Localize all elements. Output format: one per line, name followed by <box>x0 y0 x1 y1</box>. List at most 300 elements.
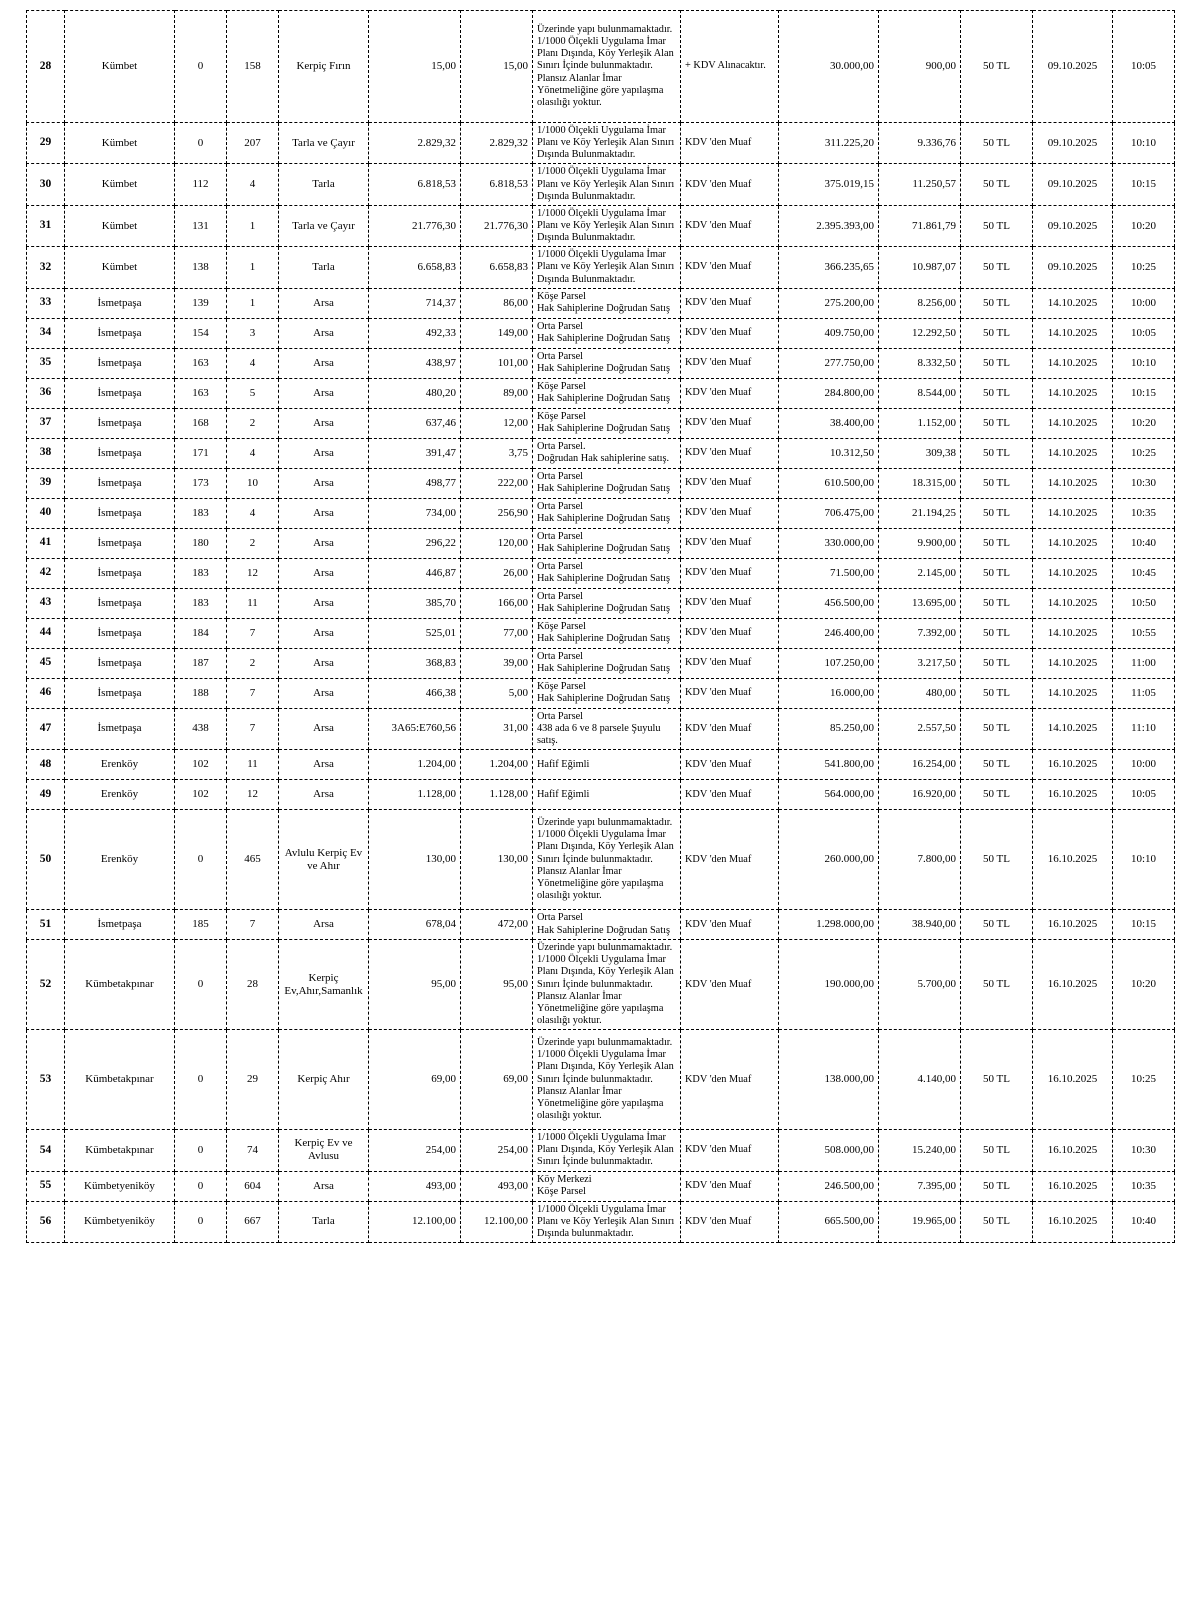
kdv-durumu: KDV 'den Muaf <box>681 164 779 205</box>
aciklama: Orta Parsel 438 ada 6 ve 8 parsele Şuyulu satış. <box>533 708 681 749</box>
ihale-tarihi: 09.10.2025 <box>1033 164 1113 205</box>
village-name: İsmetpaşa <box>65 318 175 348</box>
parsel-number: 7 <box>227 678 279 708</box>
satis-alani: 95,00 <box>461 940 533 1030</box>
aciklama: Üzerinde yapı bulunmamaktadır. 1/1000 Ölçekli Uygulama İmar Planı Dışında, Köy Yerleşik Alan Sınırı İçinde bulunmaktadır. Plansız Alanlar İmar Yönetmeliğine göre yapılaşma olasılığı yoktur. <box>533 810 681 910</box>
muhammen-bedel: 508.000,00 <box>779 1130 879 1171</box>
yuzolcum: 15,00 <box>369 11 461 123</box>
row-number: 42 <box>27 558 65 588</box>
ihale-tarihi: 14.10.2025 <box>1033 678 1113 708</box>
gecici-teminat: 16.920,00 <box>879 780 961 810</box>
yuzolcum: 6.658,83 <box>369 247 461 288</box>
ihale-saati: 10:15 <box>1113 910 1175 940</box>
yuzolcum: 438,97 <box>369 348 461 378</box>
ada-number: 112 <box>175 164 227 205</box>
table-row <box>27 708 1175 749</box>
row-number: 39 <box>27 468 65 498</box>
satis-alani: 12,00 <box>461 408 533 438</box>
ada-number: 438 <box>175 708 227 749</box>
ihale-tarihi: 09.10.2025 <box>1033 205 1113 246</box>
ada-number: 139 <box>175 288 227 318</box>
gecici-teminat: 8.256,00 <box>879 288 961 318</box>
ihale-saati: 10:30 <box>1113 468 1175 498</box>
village-name: İsmetpaşa <box>65 348 175 378</box>
muhammen-bedel: 706.475,00 <box>779 498 879 528</box>
ihale-saati: 10:20 <box>1113 408 1175 438</box>
ihale-tarihi: 16.10.2025 <box>1033 1030 1113 1130</box>
village-name: İsmetpaşa <box>65 648 175 678</box>
satis-alani: 2.829,32 <box>461 123 533 164</box>
aciklama: Hafif Eğimli <box>533 780 681 810</box>
sartname-bedeli: 50 TL <box>961 205 1033 246</box>
ada-number: 0 <box>175 810 227 910</box>
table-row <box>27 618 1175 648</box>
ihale-tarihi: 09.10.2025 <box>1033 247 1113 288</box>
yuzolcum: 95,00 <box>369 940 461 1030</box>
ihale-tarihi: 16.10.2025 <box>1033 940 1113 1030</box>
table-row <box>27 1030 1175 1130</box>
row-number: 29 <box>27 123 65 164</box>
kdv-durumu: KDV 'den Muaf <box>681 123 779 164</box>
gecici-teminat: 38.940,00 <box>879 910 961 940</box>
kdv-durumu: KDV 'den Muaf <box>681 618 779 648</box>
muhammen-bedel: 275.200,00 <box>779 288 879 318</box>
yuzolcum: 21.776,30 <box>369 205 461 246</box>
ada-number: 0 <box>175 1171 227 1201</box>
table-row <box>27 558 1175 588</box>
ihale-saati: 10:05 <box>1113 318 1175 348</box>
sartname-bedeli: 50 TL <box>961 750 1033 780</box>
ada-number: 138 <box>175 247 227 288</box>
ada-number: 180 <box>175 528 227 558</box>
row-number: 41 <box>27 528 65 558</box>
row-number: 47 <box>27 708 65 749</box>
kdv-durumu: KDV 'den Muaf <box>681 1201 779 1242</box>
nitelik: Arsa <box>279 780 369 810</box>
parsel-number: 11 <box>227 750 279 780</box>
aciklama: Orta Parsel Hak Sahiplerine Doğrudan Satış <box>533 498 681 528</box>
gecici-teminat: 12.292,50 <box>879 318 961 348</box>
kdv-durumu: KDV 'den Muaf <box>681 678 779 708</box>
aciklama: Köşe Parsel Hak Sahiplerine Doğrudan Satış <box>533 378 681 408</box>
yuzolcum: 466,38 <box>369 678 461 708</box>
kdv-durumu: KDV 'den Muaf <box>681 940 779 1030</box>
ada-number: 0 <box>175 940 227 1030</box>
table-row <box>27 780 1175 810</box>
sartname-bedeli: 50 TL <box>961 588 1033 618</box>
ada-number: 185 <box>175 910 227 940</box>
nitelik: Arsa <box>279 618 369 648</box>
sartname-bedeli: 50 TL <box>961 1130 1033 1171</box>
ihale-saati: 10:55 <box>1113 618 1175 648</box>
ada-number: 173 <box>175 468 227 498</box>
sartname-bedeli: 50 TL <box>961 408 1033 438</box>
sartname-bedeli: 50 TL <box>961 648 1033 678</box>
sartname-bedeli: 50 TL <box>961 528 1033 558</box>
ada-number: 187 <box>175 648 227 678</box>
parsel-number: 465 <box>227 810 279 910</box>
kdv-durumu: KDV 'den Muaf <box>681 408 779 438</box>
satis-alani: 101,00 <box>461 348 533 378</box>
nitelik: Arsa <box>279 498 369 528</box>
ihale-saati: 10:10 <box>1113 123 1175 164</box>
gecici-teminat: 4.140,00 <box>879 1030 961 1130</box>
row-number: 40 <box>27 498 65 528</box>
ihale-saati: 10:40 <box>1113 1201 1175 1242</box>
ihale-tarihi: 14.10.2025 <box>1033 288 1113 318</box>
kdv-durumu: KDV 'den Muaf <box>681 810 779 910</box>
satis-alani: 472,00 <box>461 910 533 940</box>
ihale-saati: 10:25 <box>1113 438 1175 468</box>
gecici-teminat: 11.250,57 <box>879 164 961 205</box>
parsel-number: 4 <box>227 164 279 205</box>
parsel-number: 4 <box>227 498 279 528</box>
table-row <box>27 750 1175 780</box>
sartname-bedeli: 50 TL <box>961 498 1033 528</box>
ihale-saati: 11:00 <box>1113 648 1175 678</box>
row-number: 43 <box>27 588 65 618</box>
yuzolcum: 69,00 <box>369 1030 461 1130</box>
nitelik: Tarla <box>279 1201 369 1242</box>
nitelik: Arsa <box>279 558 369 588</box>
kdv-durumu: + KDV Alınacaktır. <box>681 11 779 123</box>
ada-number: 0 <box>175 1201 227 1242</box>
village-name: İsmetpaşa <box>65 618 175 648</box>
parsel-number: 158 <box>227 11 279 123</box>
nitelik: Arsa <box>279 528 369 558</box>
village-name: Kümbet <box>65 205 175 246</box>
village-name: Kümbetakpınar <box>65 1130 175 1171</box>
ihale-saati: 10:25 <box>1113 247 1175 288</box>
kdv-durumu: KDV 'den Muaf <box>681 468 779 498</box>
kdv-durumu: KDV 'den Muaf <box>681 438 779 468</box>
aciklama: Köşe Parsel Hak Sahiplerine Doğrudan Satış <box>533 288 681 318</box>
parsel-number: 207 <box>227 123 279 164</box>
row-number: 30 <box>27 164 65 205</box>
ihale-saati: 11:05 <box>1113 678 1175 708</box>
ada-number: 163 <box>175 378 227 408</box>
table-row <box>27 1201 1175 1242</box>
ihale-tarihi: 14.10.2025 <box>1033 378 1113 408</box>
village-name: İsmetpaşa <box>65 910 175 940</box>
parsel-number: 74 <box>227 1130 279 1171</box>
ihale-tarihi: 09.10.2025 <box>1033 11 1113 123</box>
table-row <box>27 940 1175 1030</box>
village-name: Kümbetyeniköy <box>65 1201 175 1242</box>
parsel-number: 4 <box>227 438 279 468</box>
ihale-saati: 10:00 <box>1113 750 1175 780</box>
nitelik: Arsa <box>279 318 369 348</box>
muhammen-bedel: 284.800,00 <box>779 378 879 408</box>
village-name: Kümbet <box>65 123 175 164</box>
village-name: İsmetpaşa <box>65 438 175 468</box>
ada-number: 163 <box>175 348 227 378</box>
row-number: 31 <box>27 205 65 246</box>
aciklama: 1/1000 Ölçekli Uygulama İmar Planı ve Köy Yerleşik Alan Sınırı Dışında bulunmaktadır. <box>533 1201 681 1242</box>
satis-alani: 3,75 <box>461 438 533 468</box>
satis-alani: 69,00 <box>461 1030 533 1130</box>
aciklama: 1/1000 Ölçekli Uygulama İmar Planı ve Köy Yerleşik Alan Sınırı Dışında Bulunmaktadır. <box>533 164 681 205</box>
row-number: 55 <box>27 1171 65 1201</box>
ihale-tarihi: 16.10.2025 <box>1033 1130 1113 1171</box>
satis-alani: 1.128,00 <box>461 780 533 810</box>
kdv-durumu: KDV 'den Muaf <box>681 318 779 348</box>
kdv-durumu: KDV 'den Muaf <box>681 1171 779 1201</box>
yuzolcum: 296,22 <box>369 528 461 558</box>
satis-alani: 86,00 <box>461 288 533 318</box>
satis-alani: 166,00 <box>461 588 533 618</box>
ihale-saati: 10:15 <box>1113 164 1175 205</box>
yuzolcum: 678,04 <box>369 910 461 940</box>
ihale-saati: 10:05 <box>1113 11 1175 123</box>
parsel-number: 1 <box>227 247 279 288</box>
satis-alani: 149,00 <box>461 318 533 348</box>
ihale-tarihi: 14.10.2025 <box>1033 348 1113 378</box>
ada-number: 168 <box>175 408 227 438</box>
kdv-durumu: KDV 'den Muaf <box>681 558 779 588</box>
gecici-teminat: 2.557,50 <box>879 708 961 749</box>
nitelik: Tarla ve Çayır <box>279 205 369 246</box>
village-name: İsmetpaşa <box>65 468 175 498</box>
yuzolcum: 525,01 <box>369 618 461 648</box>
gecici-teminat: 5.700,00 <box>879 940 961 1030</box>
lots-table <box>26 10 1175 1243</box>
sartname-bedeli: 50 TL <box>961 940 1033 1030</box>
muhammen-bedel: 2.395.393,00 <box>779 205 879 246</box>
sartname-bedeli: 50 TL <box>961 348 1033 378</box>
parsel-number: 10 <box>227 468 279 498</box>
satis-alani: 21.776,30 <box>461 205 533 246</box>
satis-alani: 222,00 <box>461 468 533 498</box>
muhammen-bedel: 610.500,00 <box>779 468 879 498</box>
table-row <box>27 11 1175 123</box>
sartname-bedeli: 50 TL <box>961 11 1033 123</box>
table-row <box>27 678 1175 708</box>
village-name: İsmetpaşa <box>65 528 175 558</box>
aciklama: 1/1000 Ölçekli Uygulama İmar Planı ve Köy Yerleşik Alan Sınırı Dışında Bulunmaktadır. <box>533 247 681 288</box>
gecici-teminat: 7.395,00 <box>879 1171 961 1201</box>
kdv-durumu: KDV 'den Muaf <box>681 348 779 378</box>
village-name: İsmetpaşa <box>65 678 175 708</box>
ihale-saati: 11:10 <box>1113 708 1175 749</box>
gecici-teminat: 71.861,79 <box>879 205 961 246</box>
yuzolcum: 12.100,00 <box>369 1201 461 1242</box>
sartname-bedeli: 50 TL <box>961 678 1033 708</box>
muhammen-bedel: 330.000,00 <box>779 528 879 558</box>
lots-table-body <box>27 11 1175 1243</box>
kdv-durumu: KDV 'den Muaf <box>681 1030 779 1130</box>
aciklama: Orta Parsel. Doğrudan Hak sahiplerine satış. <box>533 438 681 468</box>
row-number: 50 <box>27 810 65 910</box>
aciklama: Üzerinde yapı bulunmamaktadır. 1/1000 Ölçekli Uygulama İmar Planı Dışında, Köy Yerleşik Alan Sınırı İçinde bulunmaktadır. Plansız Alanlar İmar Yönetmeliğine göre yapılaşma olasılığı yoktur. <box>533 940 681 1030</box>
nitelik: Arsa <box>279 1171 369 1201</box>
muhammen-bedel: 190.000,00 <box>779 940 879 1030</box>
village-name: İsmetpaşa <box>65 288 175 318</box>
ihale-saati: 10:20 <box>1113 940 1175 1030</box>
muhammen-bedel: 375.019,15 <box>779 164 879 205</box>
satis-alani: 31,00 <box>461 708 533 749</box>
kdv-durumu: KDV 'den Muaf <box>681 1130 779 1171</box>
village-name: İsmetpaşa <box>65 378 175 408</box>
kdv-durumu: KDV 'den Muaf <box>681 910 779 940</box>
yuzolcum: 391,47 <box>369 438 461 468</box>
gecici-teminat: 7.392,00 <box>879 618 961 648</box>
yuzolcum: 1.204,00 <box>369 750 461 780</box>
muhammen-bedel: 71.500,00 <box>779 558 879 588</box>
satis-alani: 77,00 <box>461 618 533 648</box>
table-row <box>27 528 1175 558</box>
ihale-tarihi: 14.10.2025 <box>1033 708 1113 749</box>
gecici-teminat: 480,00 <box>879 678 961 708</box>
parsel-number: 29 <box>227 1030 279 1130</box>
gecici-teminat: 7.800,00 <box>879 810 961 910</box>
gecici-teminat: 19.965,00 <box>879 1201 961 1242</box>
ada-number: 0 <box>175 1130 227 1171</box>
ihale-tarihi: 14.10.2025 <box>1033 408 1113 438</box>
nitelik: Arsa <box>279 588 369 618</box>
gecici-teminat: 16.254,00 <box>879 750 961 780</box>
gecici-teminat: 1.152,00 <box>879 408 961 438</box>
ihale-tarihi: 14.10.2025 <box>1033 468 1113 498</box>
aciklama: 1/1000 Ölçekli Uygulama İmar Planı ve Köy Yerleşik Alan Sınırı Dışında Bulunmaktadır. <box>533 205 681 246</box>
row-number: 28 <box>27 11 65 123</box>
muhammen-bedel: 541.800,00 <box>779 750 879 780</box>
aciklama: Üzerinde yapı bulunmamaktadır. 1/1000 Ölçekli Uygulama İmar Planı Dışında, Köy Yerleşik Alan Sınırı İçinde bulunmaktadır. Plansız Alanlar İmar Yönetmeliğine göre yapılaşma olasılığı yoktur. <box>533 1030 681 1130</box>
sartname-bedeli: 50 TL <box>961 438 1033 468</box>
table-row <box>27 205 1175 246</box>
satis-alani: 6.658,83 <box>461 247 533 288</box>
row-number: 36 <box>27 378 65 408</box>
ihale-saati: 10:35 <box>1113 1171 1175 1201</box>
ihale-saati: 10:50 <box>1113 588 1175 618</box>
ada-number: 183 <box>175 588 227 618</box>
sartname-bedeli: 50 TL <box>961 1030 1033 1130</box>
parsel-number: 667 <box>227 1201 279 1242</box>
kdv-durumu: KDV 'den Muaf <box>681 750 779 780</box>
table-row <box>27 438 1175 468</box>
village-name: İsmetpaşa <box>65 498 175 528</box>
nitelik: Arsa <box>279 708 369 749</box>
muhammen-bedel: 409.750,00 <box>779 318 879 348</box>
kdv-durumu: KDV 'den Muaf <box>681 708 779 749</box>
table-row <box>27 588 1175 618</box>
nitelik: Kerpiç Ev ve Avlusu <box>279 1130 369 1171</box>
nitelik: Kerpiç Ev,Ahır,Samanlık <box>279 940 369 1030</box>
ihale-tarihi: 14.10.2025 <box>1033 648 1113 678</box>
row-number: 33 <box>27 288 65 318</box>
nitelik: Tarla ve Çayır <box>279 123 369 164</box>
satis-alani: 256,90 <box>461 498 533 528</box>
aciklama: Orta Parsel Hak Sahiplerine Doğrudan Satış <box>533 910 681 940</box>
nitelik: Arsa <box>279 378 369 408</box>
ihale-saati: 10:25 <box>1113 1030 1175 1130</box>
aciklama: Orta Parsel Hak Sahiplerine Doğrudan Satış <box>533 588 681 618</box>
yuzolcum: 637,46 <box>369 408 461 438</box>
row-number: 32 <box>27 247 65 288</box>
ada-number: 102 <box>175 780 227 810</box>
row-number: 54 <box>27 1130 65 1171</box>
aciklama: Köy Merkezi Köşe Parsel <box>533 1171 681 1201</box>
ihale-saati: 10:05 <box>1113 780 1175 810</box>
ada-number: 102 <box>175 750 227 780</box>
sartname-bedeli: 50 TL <box>961 123 1033 164</box>
muhammen-bedel: 246.500,00 <box>779 1171 879 1201</box>
table-row <box>27 1171 1175 1201</box>
muhammen-bedel: 277.750,00 <box>779 348 879 378</box>
village-name: Kümbet <box>65 11 175 123</box>
aciklama: 1/1000 Ölçekli Uygulama İmar Planı ve Köy Yerleşik Alan Sınırı Dışında Bulunmaktadır. <box>533 123 681 164</box>
village-name: Kümbet <box>65 247 175 288</box>
nitelik: Arsa <box>279 288 369 318</box>
ihale-tarihi: 14.10.2025 <box>1033 558 1113 588</box>
muhammen-bedel: 16.000,00 <box>779 678 879 708</box>
aciklama: Orta Parsel Hak Sahiplerine Doğrudan Satış <box>533 318 681 348</box>
sartname-bedeli: 50 TL <box>961 1201 1033 1242</box>
ada-number: 131 <box>175 205 227 246</box>
satis-alani: 6.818,53 <box>461 164 533 205</box>
sartname-bedeli: 50 TL <box>961 247 1033 288</box>
ada-number: 0 <box>175 11 227 123</box>
ihale-tarihi: 16.10.2025 <box>1033 910 1113 940</box>
ihale-saati: 10:10 <box>1113 810 1175 910</box>
muhammen-bedel: 38.400,00 <box>779 408 879 438</box>
satis-alani: 5,00 <box>461 678 533 708</box>
parsel-number: 12 <box>227 780 279 810</box>
ada-number: 184 <box>175 618 227 648</box>
gecici-teminat: 3.217,50 <box>879 648 961 678</box>
nitelik: Arsa <box>279 648 369 678</box>
table-row <box>27 810 1175 910</box>
ada-number: 171 <box>175 438 227 468</box>
muhammen-bedel: 1.298.000,00 <box>779 910 879 940</box>
nitelik: Kerpiç Ahır <box>279 1030 369 1130</box>
row-number: 46 <box>27 678 65 708</box>
parsel-number: 3 <box>227 318 279 348</box>
table-row <box>27 408 1175 438</box>
muhammen-bedel: 107.250,00 <box>779 648 879 678</box>
parsel-number: 2 <box>227 648 279 678</box>
kdv-durumu: KDV 'den Muaf <box>681 780 779 810</box>
ihale-tarihi: 14.10.2025 <box>1033 618 1113 648</box>
sartname-bedeli: 50 TL <box>961 910 1033 940</box>
row-number: 35 <box>27 348 65 378</box>
ada-number: 183 <box>175 558 227 588</box>
village-name: Kümbetyeniköy <box>65 1171 175 1201</box>
parsel-number: 7 <box>227 910 279 940</box>
satis-alani: 130,00 <box>461 810 533 910</box>
aciklama: Köşe Parsel Hak Sahiplerine Doğrudan Satış <box>533 618 681 648</box>
nitelik: Tarla <box>279 247 369 288</box>
ada-number: 183 <box>175 498 227 528</box>
ada-number: 154 <box>175 318 227 348</box>
parsel-number: 11 <box>227 588 279 618</box>
gecici-teminat: 8.332,50 <box>879 348 961 378</box>
row-number: 52 <box>27 940 65 1030</box>
muhammen-bedel: 30.000,00 <box>779 11 879 123</box>
village-name: Erenköy <box>65 810 175 910</box>
parsel-number: 5 <box>227 378 279 408</box>
parsel-number: 12 <box>227 558 279 588</box>
table-row <box>27 910 1175 940</box>
satis-alani: 89,00 <box>461 378 533 408</box>
yuzolcum: 734,00 <box>369 498 461 528</box>
yuzolcum: 368,83 <box>369 648 461 678</box>
satis-alani: 26,00 <box>461 558 533 588</box>
yuzolcum: 480,20 <box>369 378 461 408</box>
row-number: 51 <box>27 910 65 940</box>
nitelik: Arsa <box>279 678 369 708</box>
ihale-saati: 10:45 <box>1113 558 1175 588</box>
